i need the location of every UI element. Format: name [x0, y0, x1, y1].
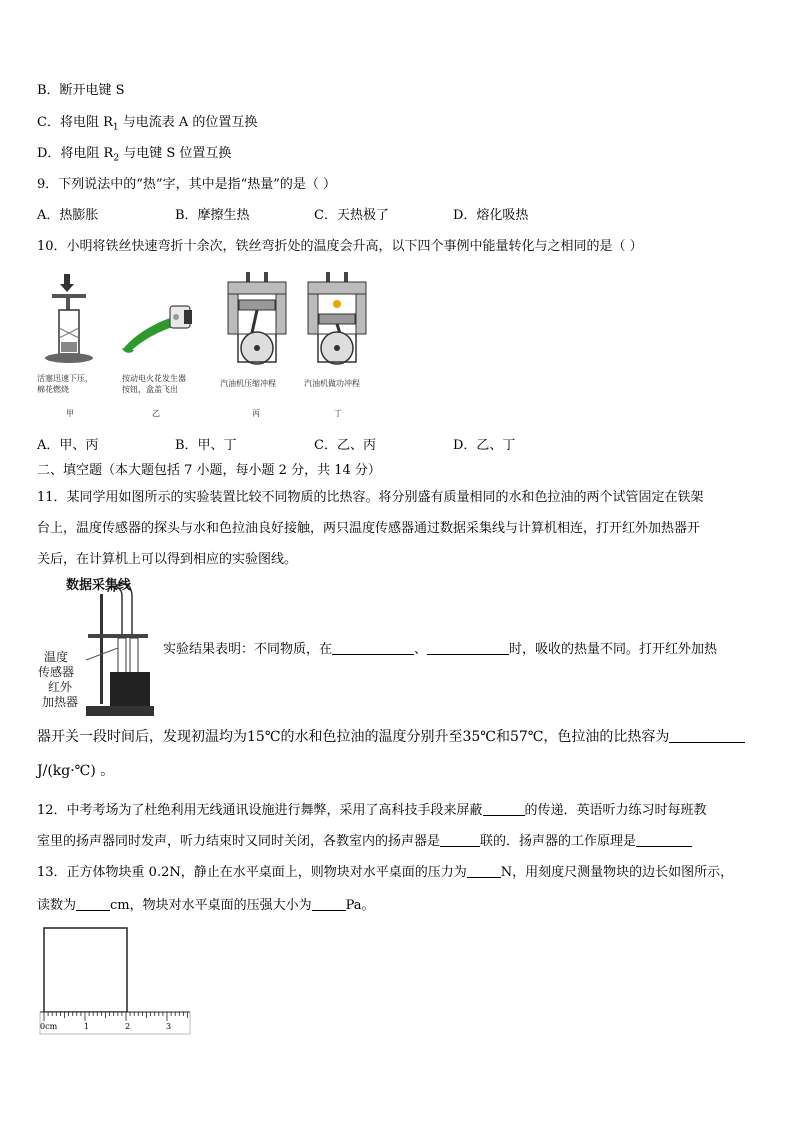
q8-option-c: C．将电阻 $R_1$ 与电流表 A 的位置互换	[37, 115, 258, 133]
fig-yi-label: 乙	[152, 409, 160, 418]
q11-line-5: 器开关一段时间后，发现初温均为15℃的水和色拉油的温度分别升至35℃和57℃，色拉油的比热容为	[37, 728, 745, 746]
q9-option-b: B．摩擦生热	[175, 208, 250, 223]
q9-option-d: D．熔化吸热	[453, 208, 529, 223]
fig-ding-label: 丁	[334, 409, 342, 418]
q10-stem: 10．小明将铁丝快速弯折十余次，铁丝弯折处的温度会升高，以下四个事例中能量转化与之相同的是（ ）	[37, 239, 643, 254]
q11-line-6: J/(kg·℃) 。	[37, 763, 115, 779]
ruler-label-2: 2	[125, 1022, 131, 1031]
q11-result-line: 实验结果表明：不同物质，在 、 时，吸收的热量不同。打开红外加热	[163, 642, 718, 657]
q10-option-d: D．乙、丁	[453, 438, 516, 453]
power-stroke-engine-figure	[304, 270, 370, 368]
fig-label-infrared-heater: 红外 加热器	[42, 680, 79, 709]
piston-compression-figure	[40, 268, 98, 366]
specific-heat-apparatus-figure	[38, 574, 154, 720]
answer-blank[interactable]	[312, 896, 346, 911]
fig-yi-caption: 按动电火花发生器 按钮，盒盖飞出	[122, 374, 186, 394]
fig-jia-caption: 活塞迅速下压， 棉花燃烧	[37, 374, 93, 394]
q11-line-1: 11．某同学用如图所示的实验装置比较不同物质的比热容。将分别盛有质量相同的水和色拉油的两个试管固定在铁架	[37, 490, 704, 505]
ruler-label-0: 0cm	[40, 1022, 58, 1031]
fig-ding-caption: 汽油机做功冲程	[304, 379, 360, 388]
q9-option-c: C．天热极了	[314, 208, 389, 223]
ruler-label-1: 1	[84, 1022, 90, 1031]
answer-blank[interactable]	[76, 896, 110, 911]
ruler-block-figure	[38, 924, 192, 1036]
q9-stem: 9．下列说法中的“热”字，其中是指“热量”的是（ ）	[37, 177, 336, 192]
q13-line-1: 13．正方体物块重 0.2N，静止在水平桌面上，则物块对水平桌面的压力为 N，用刻度尺测量物块的边长如图所示，	[37, 865, 734, 880]
fig-label-data-cable: 数据采集线	[66, 578, 132, 593]
fig-jia-label: 甲	[66, 409, 74, 418]
q10-option-c: C．乙、丙	[314, 438, 376, 453]
answer-blank[interactable]	[332, 640, 414, 655]
answer-blank[interactable]	[669, 728, 745, 743]
q9-option-a: A．热膨胀	[37, 208, 99, 223]
fig-bing-label: 丙	[252, 409, 260, 418]
answer-blank[interactable]	[467, 863, 501, 878]
ruler-label-3: 3	[166, 1022, 172, 1031]
section-heading-fill-in: 二、填空题（本大题包括 7 小题，每小题 2 分，共 14 分）	[37, 463, 381, 478]
q8-option-d: D．将电阻 $R_2$ 与电键 S 位置互换	[37, 146, 232, 164]
fig-bing-caption: 汽油机压缩冲程	[220, 379, 276, 388]
q10-option-a: A．甲、丙	[37, 438, 99, 453]
compression-stroke-engine-figure	[224, 270, 290, 368]
fig-label-temperature-sensor: 温度 传感器	[38, 650, 75, 679]
q12-line-1: 12．中考考场为了杜绝利用无线通讯设施进行舞弊，采用了高科技手段来屏蔽 的传递．英语听力练习时每班教	[37, 803, 707, 818]
answer-blank[interactable]	[440, 832, 480, 847]
q8-option-b: B．断开电键 S	[37, 83, 125, 98]
answer-blank[interactable]	[427, 640, 509, 655]
answer-blank[interactable]	[636, 832, 692, 847]
q11-line-3: 关后，在计算机上可以得到相应的实验图线。	[37, 552, 298, 567]
q13-line-2: 读数为 cm，物块对水平桌面的压强大小为 Pa。	[37, 898, 375, 913]
q12-line-2: 室里的扬声器同时发声，听力结束时又同时关闭，各教室内的扬声器是 联的．扬声器的工作原理是	[37, 832, 692, 851]
q10-option-b: B．甲、丁	[175, 438, 237, 453]
q11-line-2: 台上，温度传感器的探头与水和色拉油良好接触，两只温度传感器通过数据采集线与计算机相连，打开红外加热器开	[37, 521, 701, 536]
spark-generator-figure	[118, 298, 198, 356]
answer-blank[interactable]	[483, 801, 525, 816]
